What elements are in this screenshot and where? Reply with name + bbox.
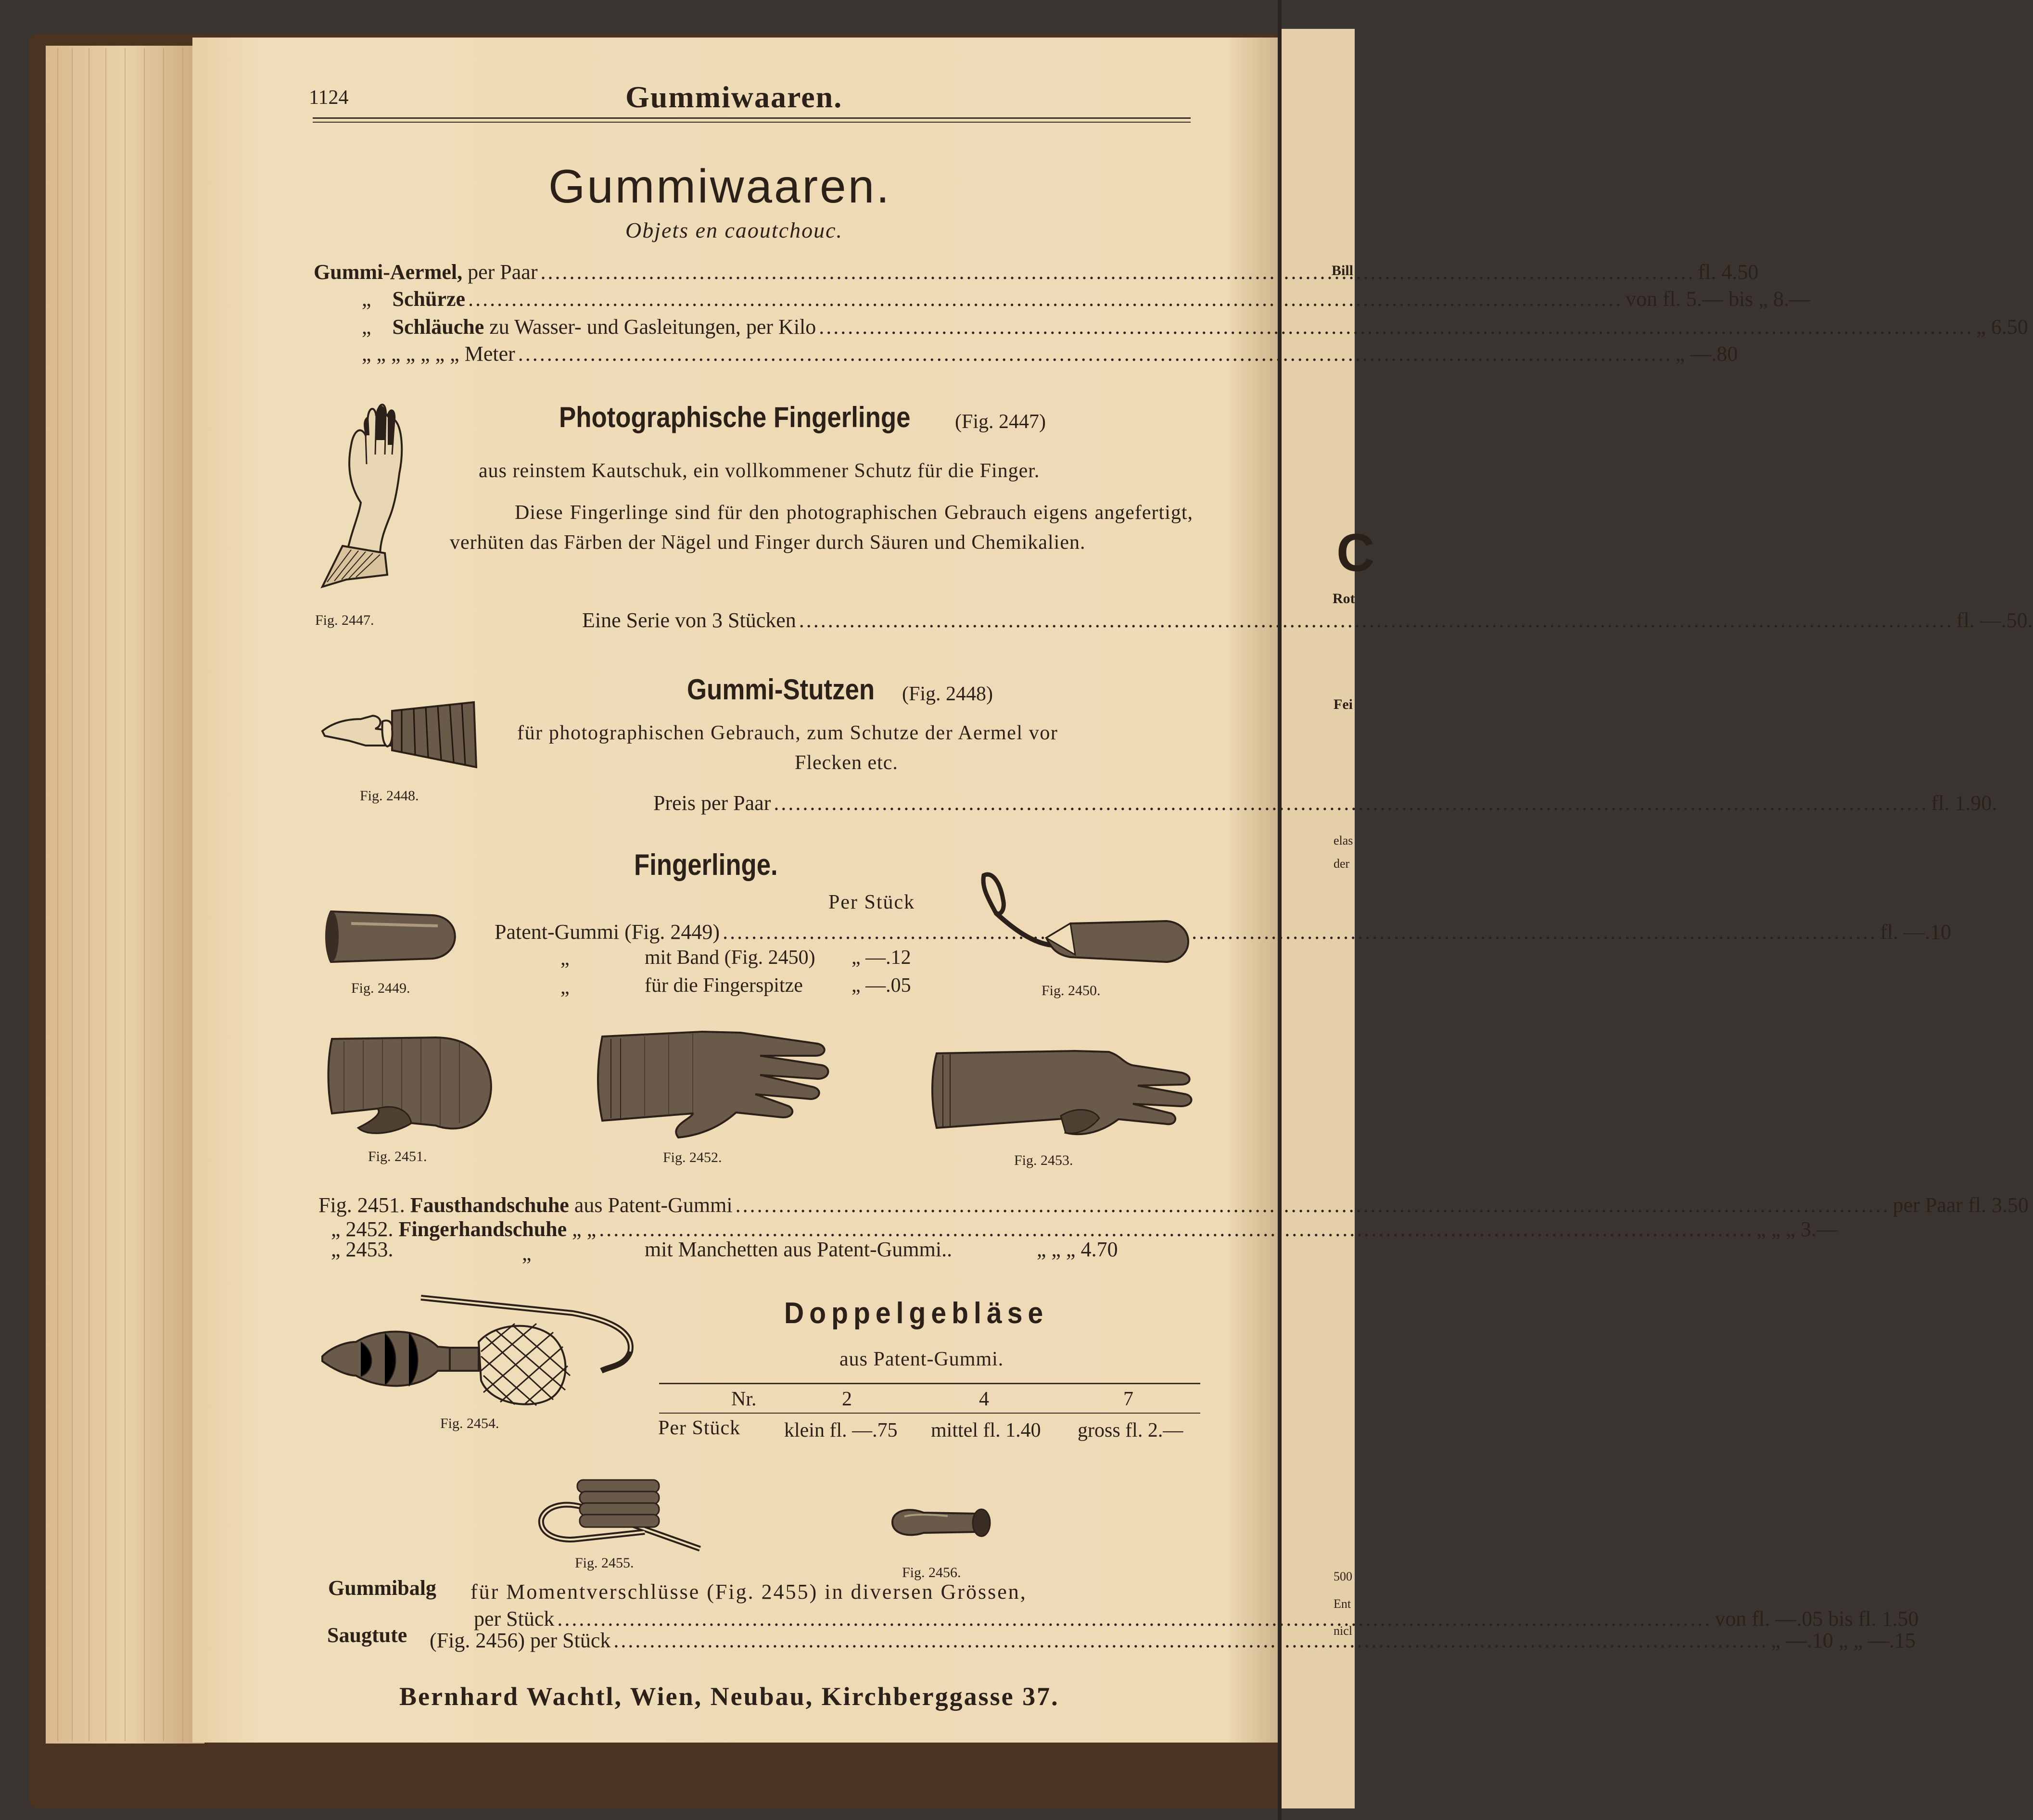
price-label: (Fig. 2456) per Stück — [430, 1629, 611, 1652]
right-page-fragment: nicl — [1334, 1624, 1352, 1638]
row-name: Fausthandschuhe — [410, 1193, 569, 1217]
row-fig: „ 2452. — [331, 1217, 394, 1241]
item-name: Schläuche — [392, 315, 484, 339]
fig-2451-caption: Fig. 2451. — [368, 1149, 427, 1164]
row-desc: aus Patent-Gummi — [574, 1193, 733, 1217]
right-page-fragment: C — [1336, 523, 1375, 582]
table-cell-mittel: mittel fl. 1.40 — [931, 1419, 1041, 1441]
fig-ref: (Fig. 2448) — [902, 683, 993, 705]
fig-2455-caption: Fig. 2455. — [575, 1555, 634, 1571]
photo-fingerlinge-body: Diese Fingerlinge sind für den photographischen Gebrauch eigens angefertigt, verhüten das Färben der Nägel und Finger durch Säuren und Chemikalien. — [450, 502, 1193, 554]
price-row-meter — [362, 341, 1738, 366]
photo-fingerlinge-price-row — [582, 608, 2033, 632]
price-value: von fl. —.05 bis fl. 1.50 — [1715, 1607, 1919, 1630]
stutzen-line1: für photographischen Gebrauch, zum Schutze der Aermel vor — [517, 722, 1058, 744]
glove-row-2451 — [318, 1193, 2029, 1217]
item-desc: Meter — [464, 342, 515, 366]
table-header-nr: Nr. — [731, 1388, 757, 1410]
header-rule — [313, 117, 1191, 119]
row-label: Patent-Gummi (Fig. 2449) — [495, 920, 720, 944]
price-value: „ —.10 „ „ —.15 — [1771, 1629, 1916, 1652]
header-rule-2 — [313, 122, 1191, 123]
item-price: „ —.80 — [1675, 342, 1738, 366]
price-label: Preis per Paar — [653, 791, 771, 815]
row-price: „ —.12 — [851, 947, 911, 969]
item-name: Schürze — [392, 287, 466, 311]
page-subtitle: Objets en caoutchouc. — [625, 218, 843, 242]
row-label: mit Band (Fig. 2450) — [645, 947, 815, 969]
table-cell-klein: klein fl. —.75 — [784, 1419, 898, 1441]
price-label: per Stück — [474, 1607, 555, 1630]
table-header-7: 7 — [1123, 1388, 1133, 1410]
stutzen-price-row — [653, 791, 1997, 815]
mitten-illustration — [325, 1032, 498, 1140]
row-price: „ —.05 — [851, 974, 911, 997]
fig-2449-caption: Fig. 2449. — [351, 980, 410, 996]
section-heading-doppelgeblaese: Doppelgebläse — [784, 1297, 1049, 1330]
gauntlet-glove-illustration — [931, 1046, 1195, 1142]
publisher-footer: Bernhard Wachtl, Wien, Neubau, Kirchberggasse 37. — [399, 1682, 1059, 1711]
right-page-fragment: elas — [1334, 834, 1353, 847]
right-page-fragment: Fei — [1334, 696, 1353, 712]
fig-2453-caption: Fig. 2453. — [1014, 1152, 1073, 1168]
sleeve-protector-illustration — [320, 693, 481, 774]
ditto-mark: „ — [362, 287, 371, 311]
ditto-mark: „ — [560, 948, 570, 970]
price-row-schlaeuche — [362, 315, 2028, 339]
row-desc: mit Manchetten aus Patent-Gummi.. — [645, 1238, 953, 1261]
table-rule-top — [659, 1383, 1200, 1384]
row-price: „ „ „ 3.— — [1756, 1217, 1838, 1241]
right-page-fragment: 500 — [1334, 1569, 1352, 1583]
fig-2454-caption: Fig. 2454. — [440, 1416, 499, 1431]
page-number: 1124 — [309, 87, 349, 109]
gummibalg-desc: für Momentverschlüsse (Fig. 2455) in diversen Grössen, — [470, 1580, 1027, 1604]
row-desc: „ „ — [572, 1217, 597, 1241]
table-rule-mid — [659, 1413, 1200, 1414]
row-name: „ — [522, 1241, 532, 1265]
item-price: fl. 4.50 — [1698, 260, 1759, 284]
fingerling-with-band-illustration — [974, 871, 1198, 967]
right-page-fragment: Ent — [1334, 1597, 1351, 1611]
section-heading-gummi-stutzen: Gummi-Stutzen — [687, 673, 875, 706]
section-heading-photo-fingerlinge: Photographische Fingerlinge — [559, 401, 911, 433]
right-page-fragment: der — [1334, 857, 1350, 871]
photo-fingerlinge-line1: aus reinstem Kautschuk, ein vollkommener Schutz für die Finger. — [479, 460, 1040, 482]
running-title: Gummiwaaren. — [625, 80, 843, 114]
stutzen-line2: Flecken etc. — [795, 752, 898, 774]
table-cell-gross: gross fl. 2.— — [1078, 1419, 1183, 1441]
rubber-bellows-illustration — [534, 1474, 702, 1556]
row-price: „ „ „ 4.70 — [1037, 1238, 1118, 1261]
right-page-fragment: Bill — [1332, 263, 1354, 278]
price-label: Eine Serie von 3 Stücken — [582, 608, 796, 632]
gummibalg-name: Gummibalg — [328, 1576, 436, 1600]
item-desc: per Paar — [468, 260, 538, 284]
double-bulb-blower-illustration — [322, 1294, 640, 1424]
item-price: von fl. 5.— bis „ 8.— — [1626, 287, 1810, 311]
fig-ref: (Fig. 2447) — [955, 411, 1046, 433]
ditto-marks: „ „ „ „ „ „ „ — [362, 342, 459, 366]
saugtute-name: Saugtute — [327, 1623, 407, 1647]
right-page-fragment: Rot — [1333, 591, 1355, 607]
price-value: fl. 1.90. — [1931, 791, 1997, 815]
price-value: fl. —.50. — [1956, 608, 2033, 632]
fingerling-row-patent — [495, 920, 1951, 944]
fig-2448-caption: Fig. 2448. — [360, 788, 419, 804]
col-header-per-stueck: Per Stück — [828, 891, 915, 913]
item-name: Gummi-Aermel, — [314, 260, 463, 284]
suction-teat-illustration — [890, 1503, 993, 1542]
finger-glove-illustration — [597, 1027, 830, 1142]
table-header-4: 4 — [979, 1388, 989, 1410]
item-desc: zu Wasser- und Gasleitungen, per Kilo — [489, 315, 816, 339]
fig-2452-caption: Fig. 2452. — [663, 1150, 722, 1165]
row-fig: Fig. 2451. — [318, 1193, 405, 1217]
section-heading-fingerlinge: Fingerlinge. — [634, 848, 778, 882]
item-price: „ 6.50 — [1976, 315, 2028, 339]
page-title: Gummiwaaren. — [548, 160, 891, 213]
row-price: per Paar fl. 3.50 — [1893, 1193, 2029, 1217]
fingerling-illustration — [322, 907, 464, 967]
row-label: für die Fingerspitze — [645, 974, 803, 997]
fig-2447-caption: Fig. 2447. — [315, 612, 374, 628]
table-header-2: 2 — [842, 1388, 852, 1410]
row-price: fl. —.10 — [1880, 920, 1951, 944]
fig-2456-caption: Fig. 2456. — [902, 1565, 961, 1580]
row-name: Fingerhandschuhe — [398, 1217, 567, 1241]
fig-2450-caption: Fig. 2450. — [1042, 983, 1101, 998]
price-row-schuerze — [362, 287, 1810, 311]
doppelgeblaese-sub: aus Patent-Gummi. — [839, 1348, 1004, 1370]
row-fig: „ 2453. — [331, 1238, 394, 1261]
table-row-label: Per Stück — [658, 1417, 741, 1439]
hand-with-fingerlinge-illustration — [313, 397, 423, 594]
ditto-mark: „ — [362, 315, 371, 339]
ditto-mark: „ — [560, 976, 570, 998]
